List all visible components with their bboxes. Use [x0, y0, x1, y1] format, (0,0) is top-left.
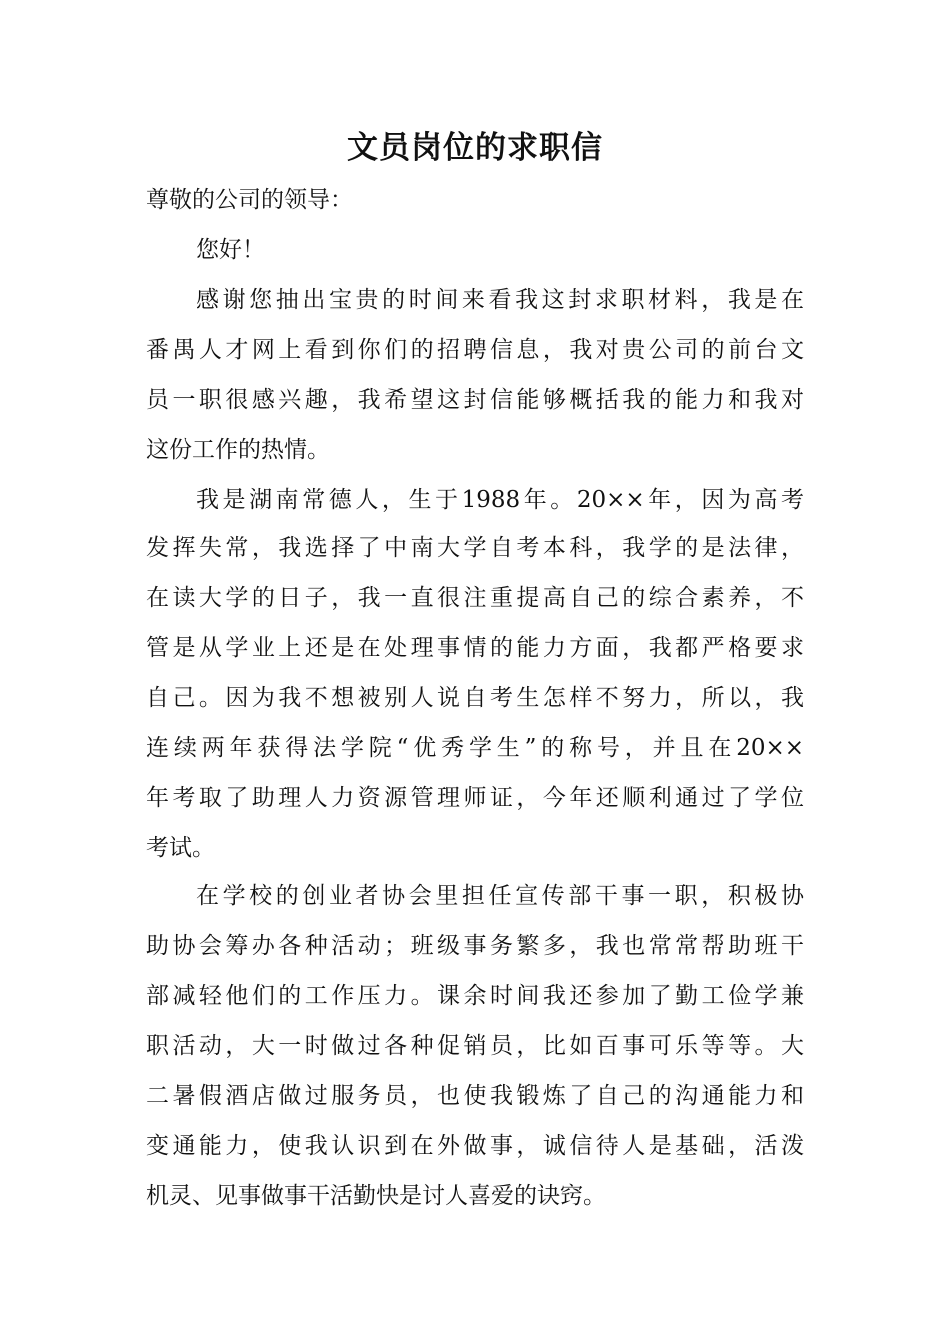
paragraph-3-line-7: 机灵、见事做事干活勤快是讨人喜爱的诀窍。	[146, 1183, 606, 1209]
paragraph-1-line-1: 感谢您抽出宝贵的时间来看我这封求职材料，我是在	[196, 287, 804, 313]
paragraph-3-line-5: 二暑假酒店做过服务员，也使我锻炼了自己的沟通能力和	[146, 1083, 804, 1109]
paragraph-2-line-7: 年考取了助理人力资源管理师证，今年还顺利通过了学位	[146, 785, 804, 811]
paragraph-2-line-1: 我是湖南常德人，生于1988年。20××年，因为高考	[196, 487, 804, 513]
paragraph-2-line-3: 在读大学的日子，我一直很注重提高自己的综合素养，不	[146, 585, 804, 611]
paragraph-3-line-6: 变通能力，使我认识到在外做事，诚信待人是基础，活泼	[146, 1133, 804, 1159]
paragraph-3-line-2: 助协会筹办各种活动；班级事务繁多，我也常常帮助班干	[146, 933, 804, 959]
paragraph-2-line-2: 发挥失常，我选择了中南大学自考本科，我学的是法律，	[146, 535, 804, 561]
paragraph-1-line-2: 番禺人才网上看到你们的招聘信息，我对贵公司的前台文	[146, 337, 804, 363]
document-title: 文员岗位的求职信	[347, 130, 603, 166]
paragraph-2-line-8: 考试。	[146, 835, 215, 861]
paragraph-1-line-4: 这份工作的热情。	[146, 437, 330, 463]
greeting: 您好！	[196, 237, 265, 263]
paragraph-2-line-6: 连续两年获得法学院“优秀学生”的称号，并且在20××	[146, 735, 804, 761]
salutation: 尊敬的公司的领导：	[146, 187, 353, 213]
paragraph-1-line-3: 员一职很感兴趣，我希望这封信能够概括我的能力和我对	[146, 387, 804, 413]
paragraph-3-line-4: 职活动，大一时做过各种促销员，比如百事可乐等等。大	[146, 1033, 804, 1059]
paragraph-3-line-1: 在学校的创业者协会里担任宣传部干事一职，积极协	[196, 883, 804, 909]
paragraph-2-line-4: 管是从学业上还是在处理事情的能力方面，我都严格要求	[146, 635, 804, 661]
paragraph-3-line-3: 部减轻他们的工作压力。课余时间我还参加了勤工俭学兼	[146, 983, 804, 1009]
paragraph-2-line-5: 自己。因为我不想被别人说自考生怎样不努力，所以，我	[146, 685, 804, 711]
